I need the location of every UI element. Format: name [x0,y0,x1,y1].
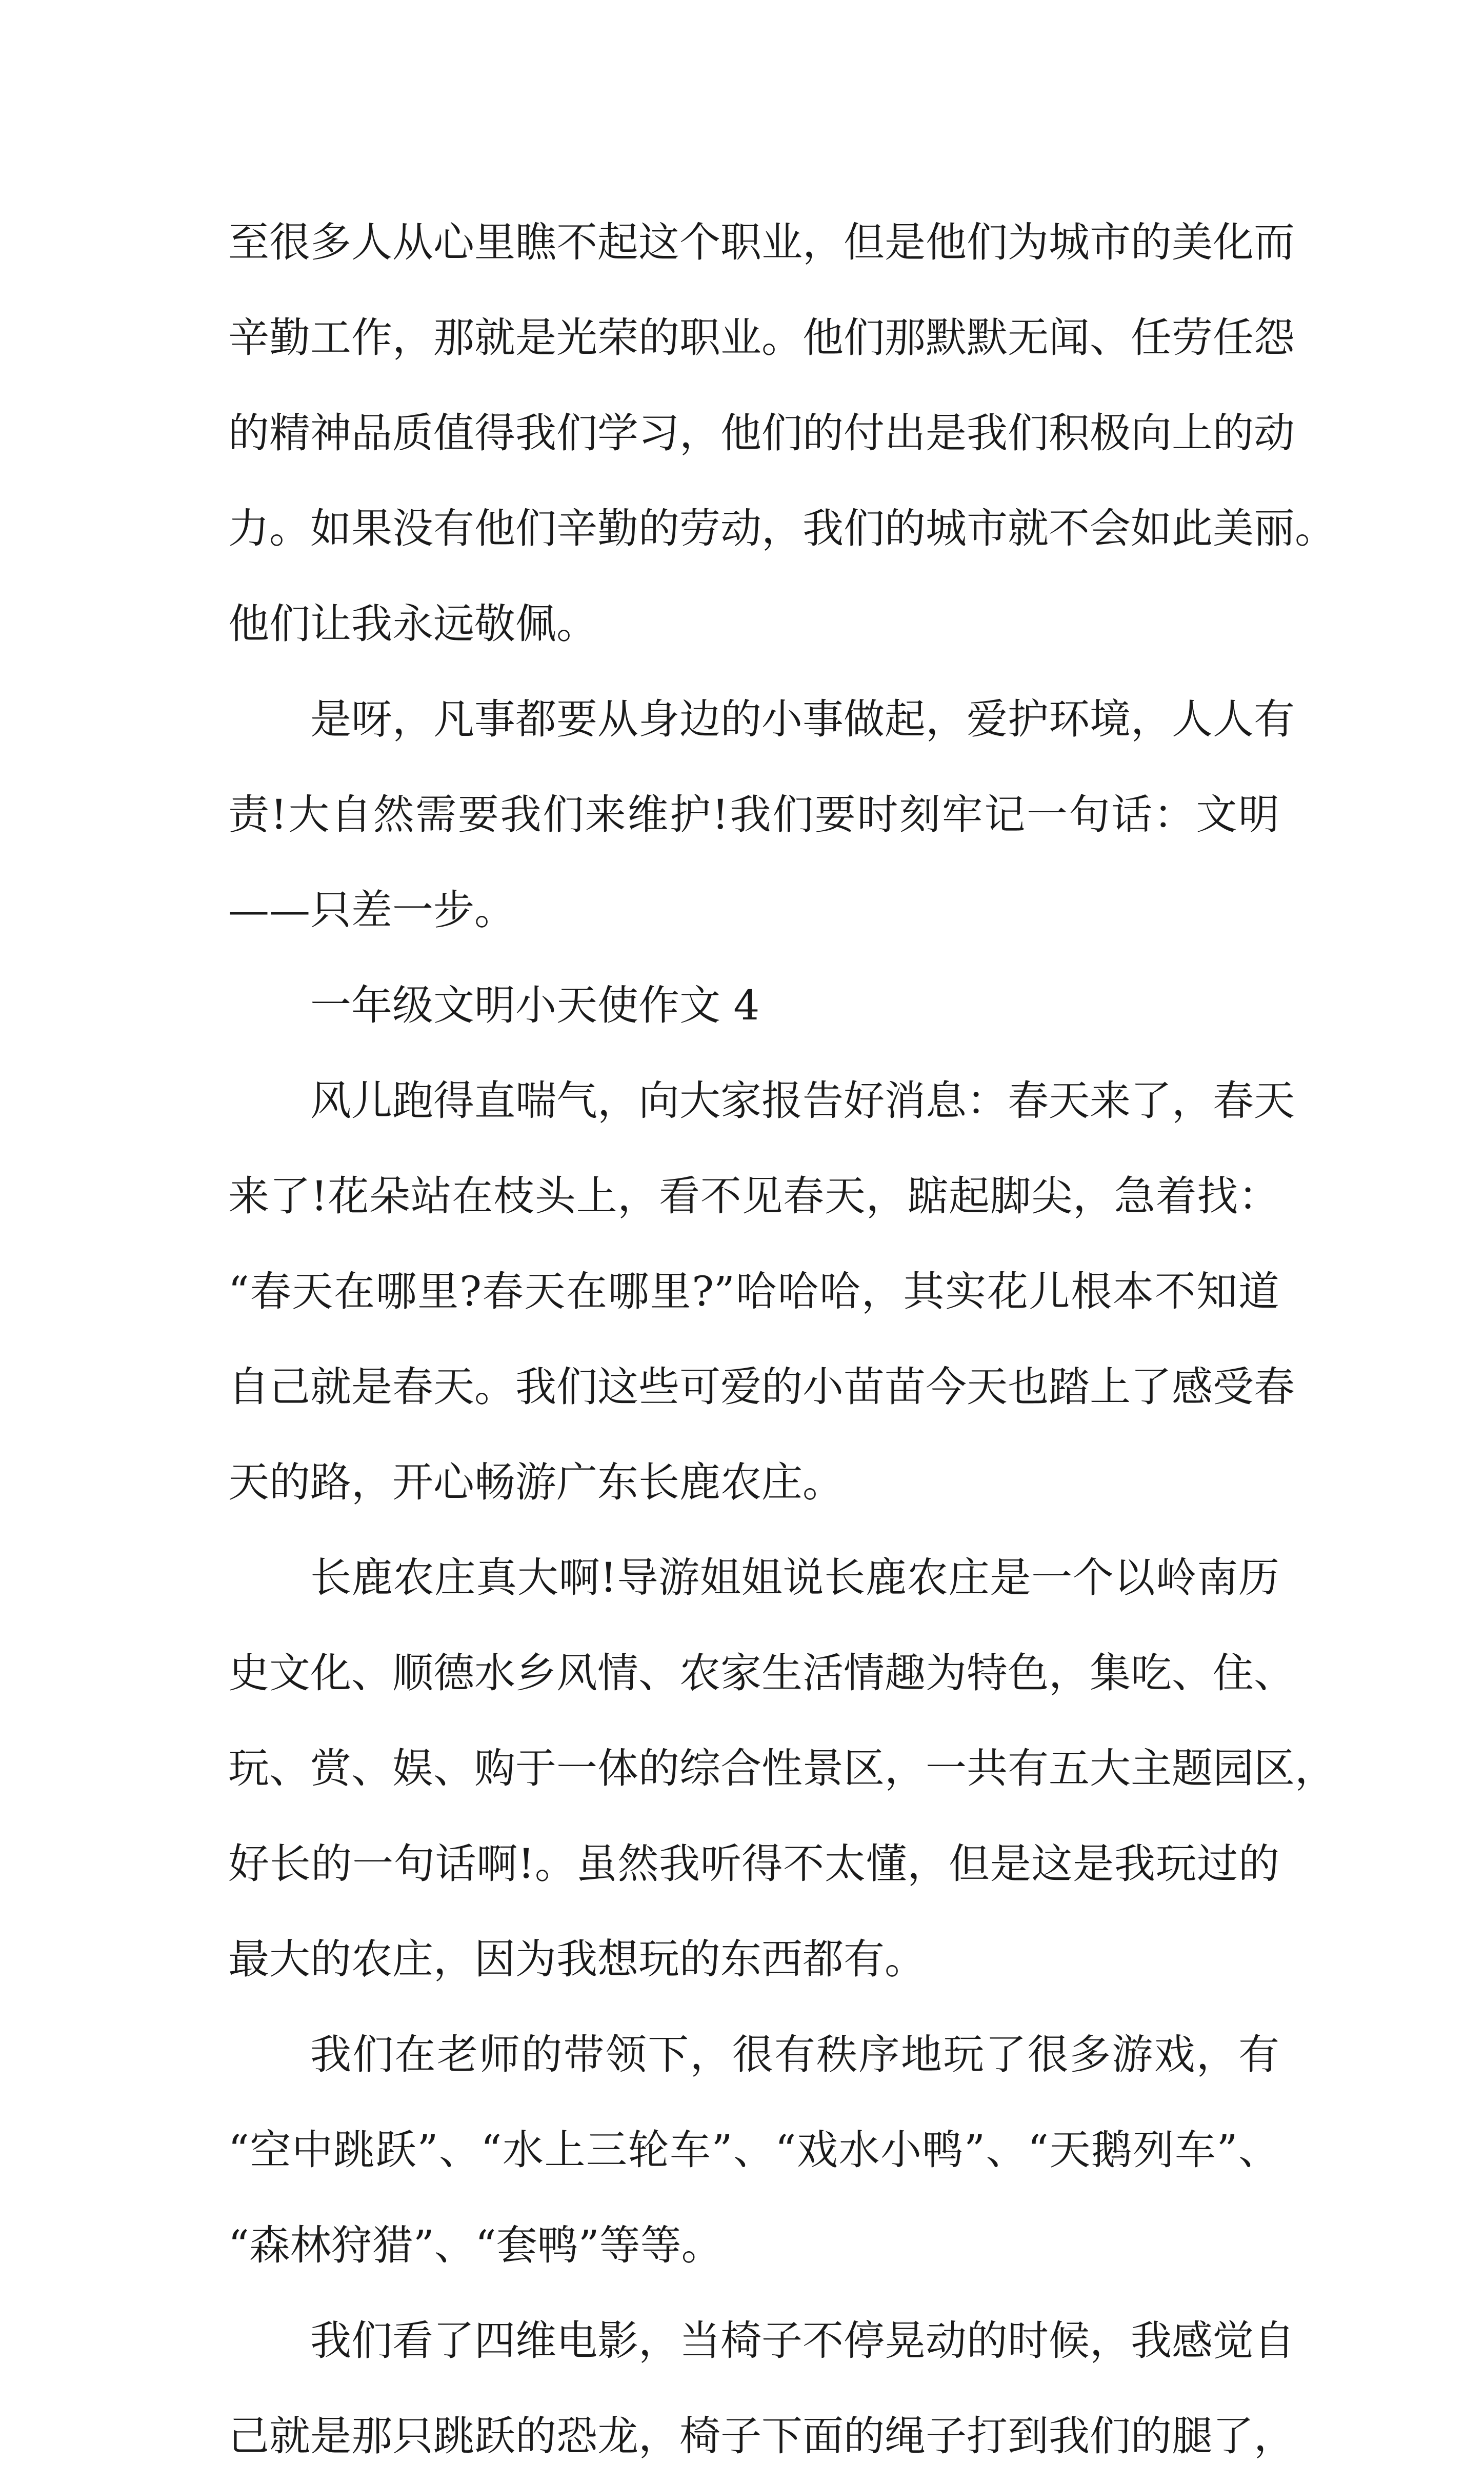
text-line: 最大的农庄，因为我想玩的东西都有。 [228,1935,926,1983]
text-line: “森林狩猎”、“套鸭”等等。 [228,2221,723,2269]
text-line: 天的路，开心畅游广东长鹿农庄。 [228,1458,844,1506]
text-line: 己就是那只跳跃的恐龙，椅子下面的绳子打到我们的腿了， [228,2412,1295,2460]
document-body [228,195,1336,2484]
text-line: 的精神品质值得我们学习，他们的付出是我们积极向上的动 [228,409,1295,457]
text-line: “空中跳跃”、“水上三轮车”、“戏水小鸭”、“天鹅列车”、 [228,2126,1279,2174]
text-line: 来了!花朵站在枝头上，看不见春天，踮起脚尖，急着找： [228,1172,1279,1220]
text-line: 责!大自然需要我们来维护!我们要时刻牢记一句话：文明 [228,791,1279,838]
text-line: 力。如果没有他们辛勤的劳动，我们的城市就不会如此美丽。 [228,505,1336,552]
text-line: “春天在哪里?春天在哪里?”哈哈哈，其实花儿根本不知道 [228,1268,1279,1315]
text-line: 自己就是春天。我们这些可爱的小苗苗今天也踏上了感受春 [228,1363,1295,1411]
text-line: 好长的一句话啊!。虽然我听得不太懂，但是这是我玩过的 [228,1840,1279,1888]
text-line: 我们看了四维电影，当椅子不停晃动的时候，我感觉自 [310,2317,1295,2365]
section-heading: 一年级文明小天使作文 4 [310,981,760,1029]
text-line: 史文化、顺德水乡风情、农家生活情趣为特色，集吃、住、 [228,1649,1295,1697]
text-line: ——只差一步。 [228,886,515,934]
text-line: 风儿跑得直喘气，向大家报告好消息：春天来了，春天 [310,1077,1295,1125]
text-line: 他们让我永远敬佩。 [228,600,597,648]
text-line: 辛勤工作，那就是光荣的职业。他们那默默无闻、任劳任怨 [228,314,1295,362]
text-line: 我们在老师的带领下，很有秩序地玩了很多游戏，有 [310,2031,1279,2078]
text-line: 长鹿农庄真大啊!导游姐姐说长鹿农庄是一个以岭南历 [310,1554,1279,1601]
text-line: 至很多人从心里瞧不起这个职业，但是他们为城市的美化而 [228,218,1295,266]
text-line: 是呀，凡事都要从身边的小事做起，爱护环境，人人有 [310,695,1295,743]
text-line: 玩、赏、娱、购于一体的综合性景区，一共有五大主题园区， [228,1745,1336,1792]
